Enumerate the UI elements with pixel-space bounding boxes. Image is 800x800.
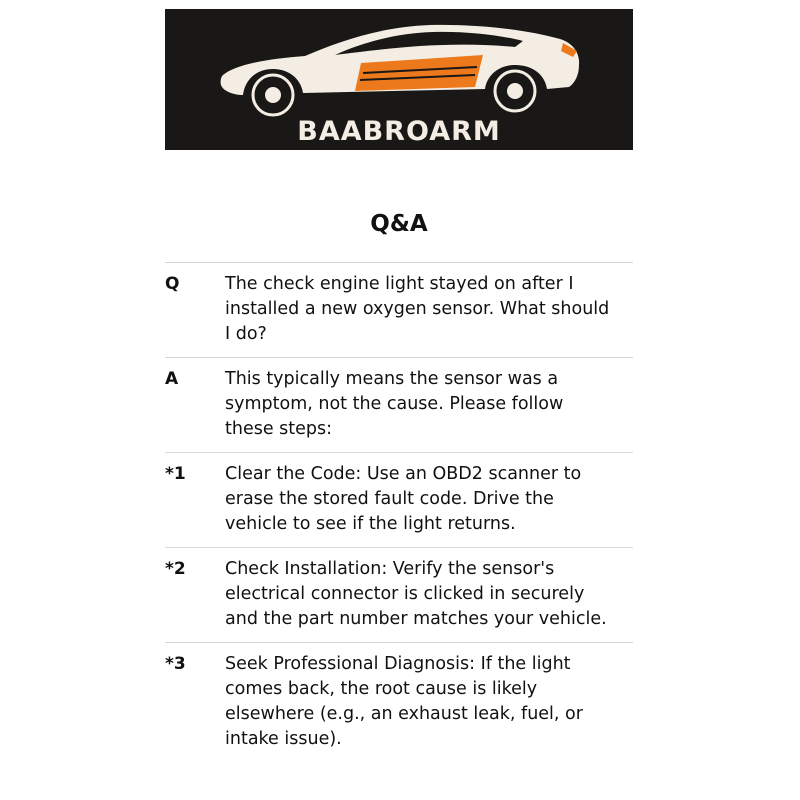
qa-row-question [165, 262, 633, 357]
qa-row-answer [165, 357, 633, 452]
qa-text: Seek Professional Diagnosis: If the light comes back, the root cause is likely elsewhere (e.g., an exhaust leak, fuel, or intake issue). [225, 654, 583, 749]
qa-text: Clear the Code: Use an OBD2 scanner to erase the stored fault code. Drive the vehicle to see if the light returns. [225, 464, 582, 534]
qa-row-step-1 [165, 452, 633, 547]
qa-list [165, 262, 633, 762]
qa-text: Check Installation: Verify the sensor's electrical connector is clicked in securely and the part number matches your vehicle. [225, 559, 607, 629]
qa-row-step-3 [165, 642, 633, 762]
qa-key: *2 [165, 559, 186, 579]
qa-key: A [165, 369, 179, 389]
qa-key: *3 [165, 654, 186, 674]
brand-banner [165, 9, 633, 150]
qa-key: Q [165, 274, 180, 294]
qa-text: This typically means the sensor was a symptom, not the cause. Please follow these steps: [225, 369, 564, 439]
page-title: Q&A [370, 211, 428, 237]
brand-name: BAABROARM [297, 116, 501, 147]
qa-text: The check engine light stayed on after I installed a new oxygen sensor. What should I do? [225, 274, 610, 344]
qa-key: *1 [165, 464, 186, 484]
qa-row-step-2 [165, 547, 633, 642]
